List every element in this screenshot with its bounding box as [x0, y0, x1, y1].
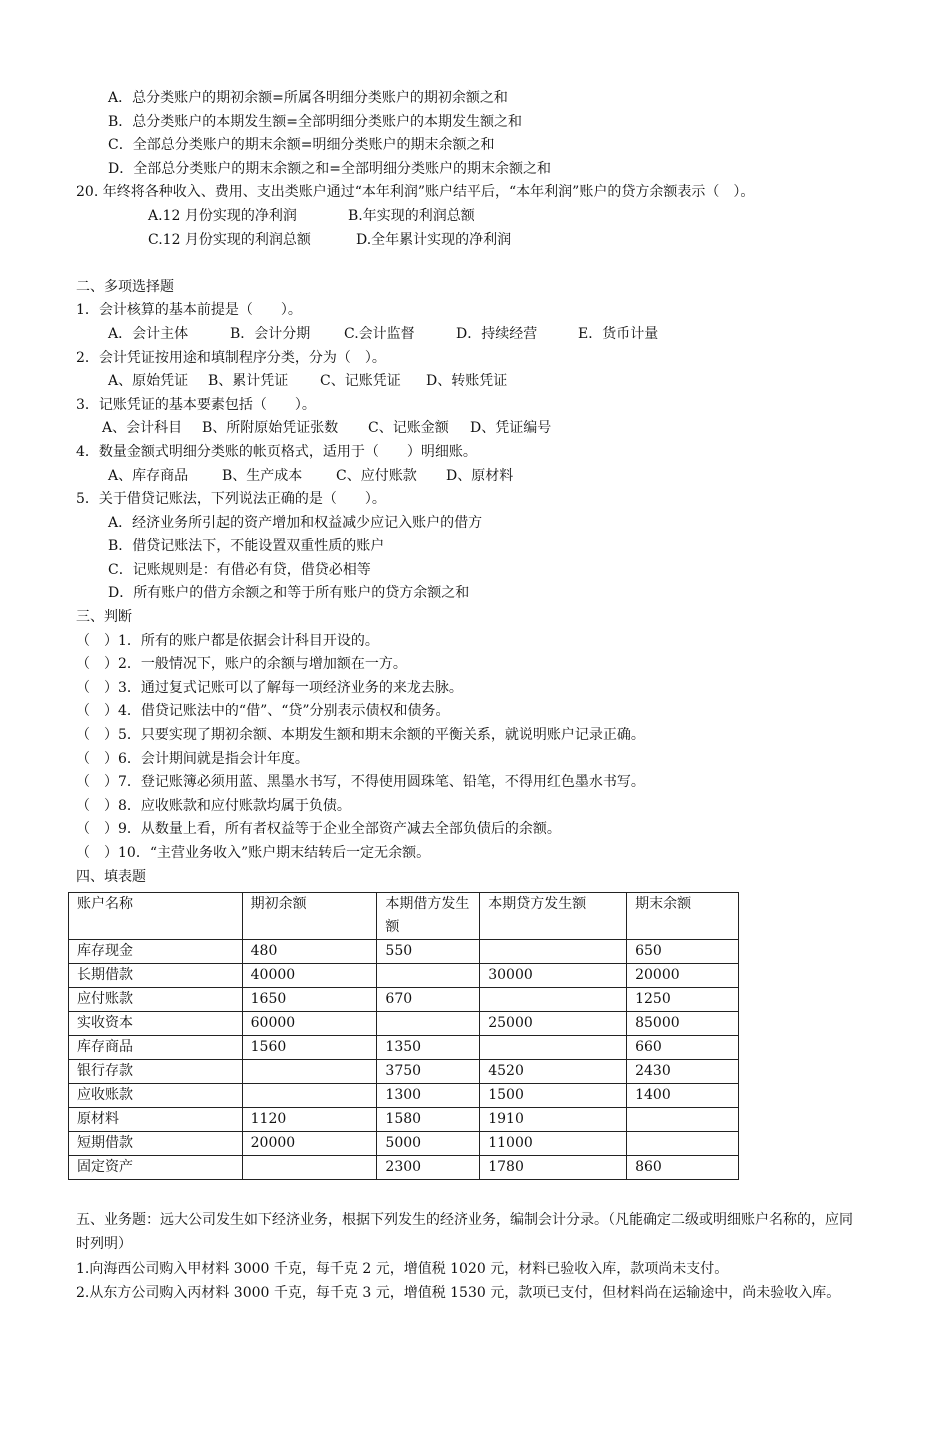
q20-stem: 20. 年终将各种收入、费用、支出类账户通过“本年利润”账户结平后，“本年利润”账户的贷方余额表示（ ）。	[76, 184, 755, 201]
table-cell: 11000	[480, 1132, 627, 1156]
s2-q2-option-a: A、原始凭证	[108, 373, 189, 390]
table-cell	[480, 940, 627, 964]
judgment-item: （ ）10．“主营业务收入”账户期末结转后一定无余额。	[76, 845, 431, 861]
business-item: 2.从东方公司购入丙材料 3000 千克，每千克 3 元，增值税 1530 元，款项已支付，但材料尚在运输途中，尚未验收入库。	[76, 1285, 841, 1302]
q20-option-c: C.12 月份实现的利润总额	[148, 231, 311, 248]
section3-title: 三、判断	[76, 609, 132, 626]
table-cell: 实收资本	[69, 1012, 243, 1036]
s2-q1-options	[0, 323, 950, 347]
s2-q5-option-c: C．记账规则是：有借必有贷，借贷必相等	[108, 561, 371, 578]
table-cell: 860	[627, 1156, 739, 1180]
header-closing-balance: 期末余额	[627, 893, 739, 940]
s2-q2-option-c: C、记账凭证	[320, 373, 401, 390]
s2-q2-option-b: B、累计凭证	[208, 373, 289, 390]
table-cell: 2430	[627, 1060, 739, 1084]
table-cell: 1910	[480, 1108, 627, 1132]
s2-q3-option-d: D、凭证编号	[470, 420, 552, 437]
header-account-name: 账户名称	[69, 893, 243, 940]
table-cell: 480	[242, 940, 377, 964]
header-opening-balance: 期初余额	[242, 893, 377, 940]
section2-title: 二、多项选择题	[76, 278, 174, 295]
table-cell	[242, 1156, 377, 1180]
s2-q4-options	[0, 465, 950, 489]
table-cell	[480, 1036, 627, 1060]
s2-q5-option-d: D．所有账户的借方余额之和等于所有账户的贷方余额之和	[108, 585, 470, 602]
account-table	[68, 892, 739, 1180]
section5-title: 五、业务题：远大公司发生如下经济业务，根据下列发生的经济业务，编制会计分录。（凡能确定二级或明细账户名称的，应同时列明）	[76, 1212, 853, 1253]
s2-q2-stem: 2．会计凭证按用途和填制程序分类，分为（ ）。	[76, 349, 386, 366]
section5	[76, 1208, 866, 1306]
header-debit-amount: 本期借方发生额	[377, 893, 480, 940]
s2-q1-option-d: D．持续经营	[456, 325, 538, 342]
s2-q5-stem: 5．关于借贷记账法，下列说法正确的是（ ）。	[76, 491, 386, 508]
judgment-item: （ ）8．应收账款和应付账款均属于负债。	[76, 797, 351, 814]
table-cell	[377, 964, 480, 988]
s2-q4-option-d: D、原材料	[446, 467, 514, 484]
table-cell: 4520	[480, 1060, 627, 1084]
s2-q3-stem: 3．记账凭证的基本要素包括（ ）。	[76, 396, 316, 413]
q19-option-a: A．总分类账户的期初余额=所属各明细分类账户的期初余额之和	[108, 90, 508, 106]
table-cell: 银行存款	[69, 1060, 243, 1084]
table-cell: 1560	[242, 1036, 377, 1060]
table-cell	[627, 1108, 739, 1132]
s2-q1-option-e: E．货币计量	[578, 325, 659, 342]
table-cell: 1250	[627, 988, 739, 1012]
s2-q5-option-a: A．经济业务所引起的资产增加和权益减少应记入账户的借方	[108, 514, 483, 531]
s2-q4-option-b: B、生产成本	[222, 467, 303, 484]
table-cell: 650	[627, 940, 739, 964]
table-row	[69, 1036, 739, 1060]
s2-q5-option-b: B．借贷记账法下，不能设置双重性质的账户	[108, 538, 385, 555]
q19-option-d: D．全部总分类账户的期末余额之和=全部明细分类账户的期末余额之和	[108, 160, 551, 177]
table-cell: 长期借款	[69, 964, 243, 988]
judgment-item: （ ）1．所有的账户都是依据会计科目开设的。	[76, 632, 379, 649]
s2-q1-option-c: C.会计监督	[344, 325, 415, 342]
table-cell: 1580	[377, 1108, 480, 1132]
table-cell: 1780	[480, 1156, 627, 1180]
table-cell: 660	[627, 1036, 739, 1060]
table-cell: 20000	[627, 964, 739, 988]
table-cell: 原材料	[69, 1108, 243, 1132]
table-cell: 670	[377, 988, 480, 1012]
q20-options-row1	[0, 205, 950, 229]
table-cell: 1120	[242, 1108, 377, 1132]
judgment-item: （ ）6．会计期间就是指会计年度。	[76, 750, 309, 767]
table-cell: 550	[377, 940, 480, 964]
table-cell: 1500	[480, 1084, 627, 1108]
q20-options-row2	[0, 229, 950, 253]
table-row	[69, 1108, 739, 1132]
table-cell: 1300	[377, 1084, 480, 1108]
table-cell: 应付账款	[69, 988, 243, 1012]
table-cell: 25000	[480, 1012, 627, 1036]
s2-q2-option-d: D、转账凭证	[426, 373, 508, 390]
s2-q1-option-a: A．会计主体	[108, 325, 189, 342]
table-cell: 1650	[242, 988, 377, 1012]
table-cell	[377, 1012, 480, 1036]
judgment-item: （ ）3．通过复式记账可以了解每一项经济业务的来龙去脉。	[76, 679, 463, 696]
table-cell: 1350	[377, 1036, 480, 1060]
table-row	[69, 1060, 739, 1084]
table-row	[69, 1012, 739, 1036]
q20-option-d: D.全年累计实现的净利润	[356, 231, 512, 248]
section4-title: 四、填表题	[76, 868, 146, 885]
table-row	[69, 1132, 739, 1156]
table-cell: 短期借款	[69, 1132, 243, 1156]
s2-q3-option-a: A、会计科目	[102, 420, 183, 437]
table-cell	[242, 1060, 377, 1084]
table-cell: 40000	[242, 964, 377, 988]
q20-option-a: A.12 月份实现的净利润	[148, 207, 297, 224]
s2-q1-option-b: B．会计分期	[230, 325, 311, 342]
table-cell: 60000	[242, 1012, 377, 1036]
s2-q2-options	[0, 370, 950, 394]
s2-q4-stem: 4．数量金额式明细分类账的帐页格式，适用于（ ）明细账。	[76, 443, 477, 460]
s2-q3-option-b: B、所附原始凭证张数	[202, 420, 339, 437]
table-cell	[480, 988, 627, 1012]
table-row	[69, 1156, 739, 1180]
q19-option-c: C．全部总分类账户的期末余额=明细分类账户的期末余额之和	[108, 137, 495, 154]
table-cell: 2300	[377, 1156, 480, 1180]
table-cell: 库存现金	[69, 940, 243, 964]
document-page	[0, 87, 950, 889]
table-cell: 20000	[242, 1132, 377, 1156]
judgment-item: （ ）9．从数量上看，所有者权益等于企业全部资产减去全部负债后的余额。	[76, 821, 561, 838]
table-cell	[242, 1084, 377, 1108]
table-header-row	[69, 893, 739, 940]
table-cell: 3750	[377, 1060, 480, 1084]
table-row	[69, 964, 739, 988]
table-cell: 85000	[627, 1012, 739, 1036]
judgment-item: （ ）2．一般情况下，账户的余额与增加额在一方。	[76, 656, 407, 673]
s2-q3-option-c: C、记账金额	[368, 420, 449, 437]
table-cell: 应收账款	[69, 1084, 243, 1108]
judgment-item: （ ）5．只要实现了期初余额、本期发生额和期末余额的平衡关系，就说明账户记录正确。	[76, 727, 645, 744]
s2-q1-stem: 1．会计核算的基本前提是（ ）。	[76, 302, 302, 319]
table-row	[69, 988, 739, 1012]
table-row	[69, 1084, 739, 1108]
table-cell: 1400	[627, 1084, 739, 1108]
table-cell: 30000	[480, 964, 627, 988]
table-row	[69, 940, 739, 964]
judgment-item: （ ）7．登记账簿必须用蓝、黑墨水书写，不得使用圆珠笔、铅笔，不得用红色墨水书写。	[76, 774, 645, 791]
header-credit-amount: 本期贷方发生额	[480, 893, 627, 940]
business-item: 1.向海西公司购入甲材料 3000 千克，每千克 2 元，增值税 1020 元，材料已验收入库，款项尚未支付。	[76, 1260, 729, 1277]
s2-q4-option-c: C、应付账款	[336, 467, 417, 484]
s2-q3-options	[0, 417, 950, 441]
table-cell: 5000	[377, 1132, 480, 1156]
s2-q4-option-a: A、库存商品	[108, 467, 189, 484]
q19-option-b: B．总分类账户的本期发生额=全部明细分类账户的本期发生额之和	[108, 113, 523, 130]
table-cell: 固定资产	[69, 1156, 243, 1180]
table-cell	[627, 1132, 739, 1156]
q20-option-b: B.年实现的利润总额	[348, 207, 475, 224]
judgment-item: （ ）4．借贷记账法中的“借”、“贷”分别表示债权和债务。	[76, 703, 450, 720]
table-cell: 库存商品	[69, 1036, 243, 1060]
